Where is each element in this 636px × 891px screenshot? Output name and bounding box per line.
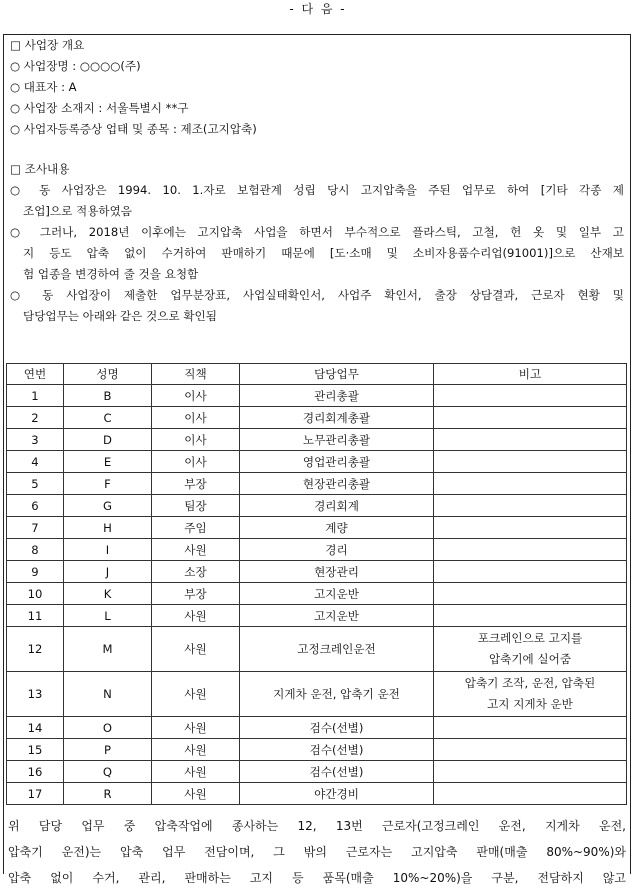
cell-no: 13: [7, 672, 64, 717]
cell-name: B: [64, 385, 152, 407]
cell-name: G: [64, 495, 152, 517]
cell-duty: 검수(선별): [240, 717, 434, 739]
cell-no: 2: [7, 407, 64, 429]
cell-duty: 현장관리: [240, 561, 434, 583]
cell-name: L: [64, 605, 152, 627]
cell-no: 8: [7, 539, 64, 561]
section-header: - 다 음 -: [289, 2, 347, 16]
table-row: [7, 451, 627, 473]
table-row: [7, 473, 627, 495]
cell-remark: [434, 451, 627, 473]
footer-paragraph: [8, 813, 626, 891]
cell-no: 15: [7, 739, 64, 761]
col-header-duty: 담당업무: [240, 364, 434, 385]
overview-section: [10, 35, 624, 140]
cell-name: C: [64, 407, 152, 429]
cell-position: 사원: [152, 783, 240, 805]
paragraph-line: ○ 그러나, 2018년 이후에는 고지압축 사업을 하면서 부수적으로 플라스틱, 고철, 헌 옷 및 일부 고: [10, 225, 624, 239]
table-row: [7, 429, 627, 451]
cell-position: 이사: [152, 451, 240, 473]
cell-duty: 계량: [240, 517, 434, 539]
cell-name: H: [64, 517, 152, 539]
cell-no: 11: [7, 605, 64, 627]
paragraph-line: 험 업종을 변경하여 줄 것을 요청함: [23, 267, 199, 281]
paragraph-line: ○ 동 사업장이 제출한 업무분장표, 사업실태확인서, 사업주 확인서, 출장 상담결과, 근로자 현황 및: [10, 288, 624, 302]
cell-position: 부장: [152, 583, 240, 605]
cell-no: 3: [7, 429, 64, 451]
cell-remark: [434, 407, 627, 429]
cell-remark: [434, 739, 627, 761]
remark-line: 압축기 조작, 운전, 압축된: [464, 676, 596, 690]
cell-no: 17: [7, 783, 64, 805]
cell-name: O: [64, 717, 152, 739]
cell-duty: 경리회계: [240, 495, 434, 517]
cell-remark: [434, 583, 627, 605]
cell-remark: [434, 717, 627, 739]
cell-name: Q: [64, 761, 152, 783]
cell-position: 이사: [152, 385, 240, 407]
table-row: [7, 717, 627, 739]
table-row: [7, 583, 627, 605]
cell-no: 1: [7, 385, 64, 407]
table-row: [7, 385, 627, 407]
remark-line: 압축기에 실어줌: [488, 652, 572, 666]
cell-position: 소장: [152, 561, 240, 583]
cell-no: 10: [7, 583, 64, 605]
cell-remark: [434, 495, 627, 517]
cell-name: D: [64, 429, 152, 451]
cell-remark: [434, 385, 627, 407]
cell-no: 6: [7, 495, 64, 517]
cell-name: F: [64, 473, 152, 495]
cell-position: 사원: [152, 672, 240, 717]
investigation-section: [10, 159, 624, 327]
overview-item: ○ 대표자 : A: [10, 80, 77, 94]
cell-remark: [434, 517, 627, 539]
cell-position: 사원: [152, 539, 240, 561]
cell-name: M: [64, 627, 152, 672]
cell-position: 주임: [152, 517, 240, 539]
footer-line: 압축 없이 수거, 관리, 판매하는 고지 등 품목(매출 10%~20%)을 구분, 전담하지 않고: [8, 871, 626, 885]
cell-position: 사원: [152, 739, 240, 761]
paragraph-line: 담당업무는 아래와 같은 것으로 확인됨: [23, 309, 217, 323]
table-row: [7, 783, 627, 805]
cell-no: 16: [7, 761, 64, 783]
cell-remark: [434, 783, 627, 805]
paragraph-line: 지 등도 압축 없이 수거하여 판매하기 때문에 [도·소매 및 소비자용품수리업(91001)]으로 산재보: [23, 246, 624, 260]
cell-remark: [434, 561, 627, 583]
cell-duty: 검수(선별): [240, 739, 434, 761]
cell-position: 이사: [152, 429, 240, 451]
col-header-remark: 비고: [434, 364, 627, 385]
investigation-heading: □ 조사내용: [10, 162, 70, 176]
staff-table: [6, 363, 627, 805]
cell-no: 7: [7, 517, 64, 539]
table-row: [7, 739, 627, 761]
table-row: [7, 495, 627, 517]
table-row: [7, 407, 627, 429]
cell-duty: 노무관리총괄: [240, 429, 434, 451]
cell-no: 4: [7, 451, 64, 473]
cell-name: P: [64, 739, 152, 761]
cell-duty: 고지운반: [240, 605, 434, 627]
overview-heading: □ 사업장 개요: [10, 38, 85, 52]
table-row: [7, 561, 627, 583]
cell-position: 사원: [152, 761, 240, 783]
cell-no: 14: [7, 717, 64, 739]
cell-name: E: [64, 451, 152, 473]
cell-position: 사원: [152, 627, 240, 672]
cell-duty: 고지운반: [240, 583, 434, 605]
cell-name: R: [64, 783, 152, 805]
cell-remark: [434, 627, 627, 672]
remark-line: 고지 지게차 운반: [487, 697, 573, 711]
cell-no: 9: [7, 561, 64, 583]
cell-duty: 검수(선별): [240, 761, 434, 783]
cell-duty: 고정크레인운전: [240, 627, 434, 672]
footer-line: 압축기 운전)는 압축 업무 전담이며, 그 밖의 근로자는 고지압축 판매(매출 80%~90%)와: [8, 845, 626, 859]
cell-remark: [434, 473, 627, 495]
cell-position: 팀장: [152, 495, 240, 517]
document-box: [3, 34, 631, 885]
col-header-name: 성명: [64, 364, 152, 385]
cell-name: J: [64, 561, 152, 583]
paragraph-line: ○ 동 사업장은 1994. 10. 1.자로 보험관계 성립 당시 고지압축을 주된 업무로 하여 [기타 각종 제: [10, 183, 624, 197]
table-row: [7, 605, 627, 627]
col-header-no: 연번: [7, 364, 64, 385]
cell-position: 사원: [152, 605, 240, 627]
cell-remark: [434, 672, 627, 717]
cell-remark: [434, 605, 627, 627]
cell-remark: [434, 539, 627, 561]
cell-duty: 경리: [240, 539, 434, 561]
cell-position: 이사: [152, 407, 240, 429]
cell-no: 12: [7, 627, 64, 672]
remark-line: 포크레인으로 고지를: [477, 631, 583, 645]
paragraph-line: 조업]으로 적용하였음: [23, 204, 133, 218]
cell-no: 5: [7, 473, 64, 495]
overview-item: ○ 사업장명 : ○○○○(주): [10, 59, 141, 73]
overview-item: ○ 사업장 소재지 : 서울특별시 **구: [10, 101, 189, 115]
table-row: [7, 761, 627, 783]
table-row: [7, 539, 627, 561]
cell-duty: 야간경비: [240, 783, 434, 805]
cell-name: K: [64, 583, 152, 605]
footer-line: 위 담당 업무 중 압축작업에 종사하는 12, 13번 근로자(고정크레인 운전, 지게차 운전,: [8, 819, 626, 833]
cell-position: 사원: [152, 717, 240, 739]
cell-remark: [434, 761, 627, 783]
cell-duty: 현장관리총괄: [240, 473, 434, 495]
cell-name: N: [64, 672, 152, 717]
cell-name: I: [64, 539, 152, 561]
table-row: [7, 517, 627, 539]
cell-duty: 경리회계총괄: [240, 407, 434, 429]
table-header-row: [7, 364, 627, 385]
cell-position: 부장: [152, 473, 240, 495]
cell-remark: [434, 429, 627, 451]
cell-duty: 영업관리총괄: [240, 451, 434, 473]
table-row: [7, 672, 627, 717]
col-header-position: 직책: [152, 364, 240, 385]
overview-item: ○ 사업자등록증상 업태 및 종목 : 제조(고지압축): [10, 122, 257, 136]
cell-duty: 관리총괄: [240, 385, 434, 407]
table-row: [7, 627, 627, 672]
cell-duty: 지게차 운전, 압축기 운전: [240, 672, 434, 717]
